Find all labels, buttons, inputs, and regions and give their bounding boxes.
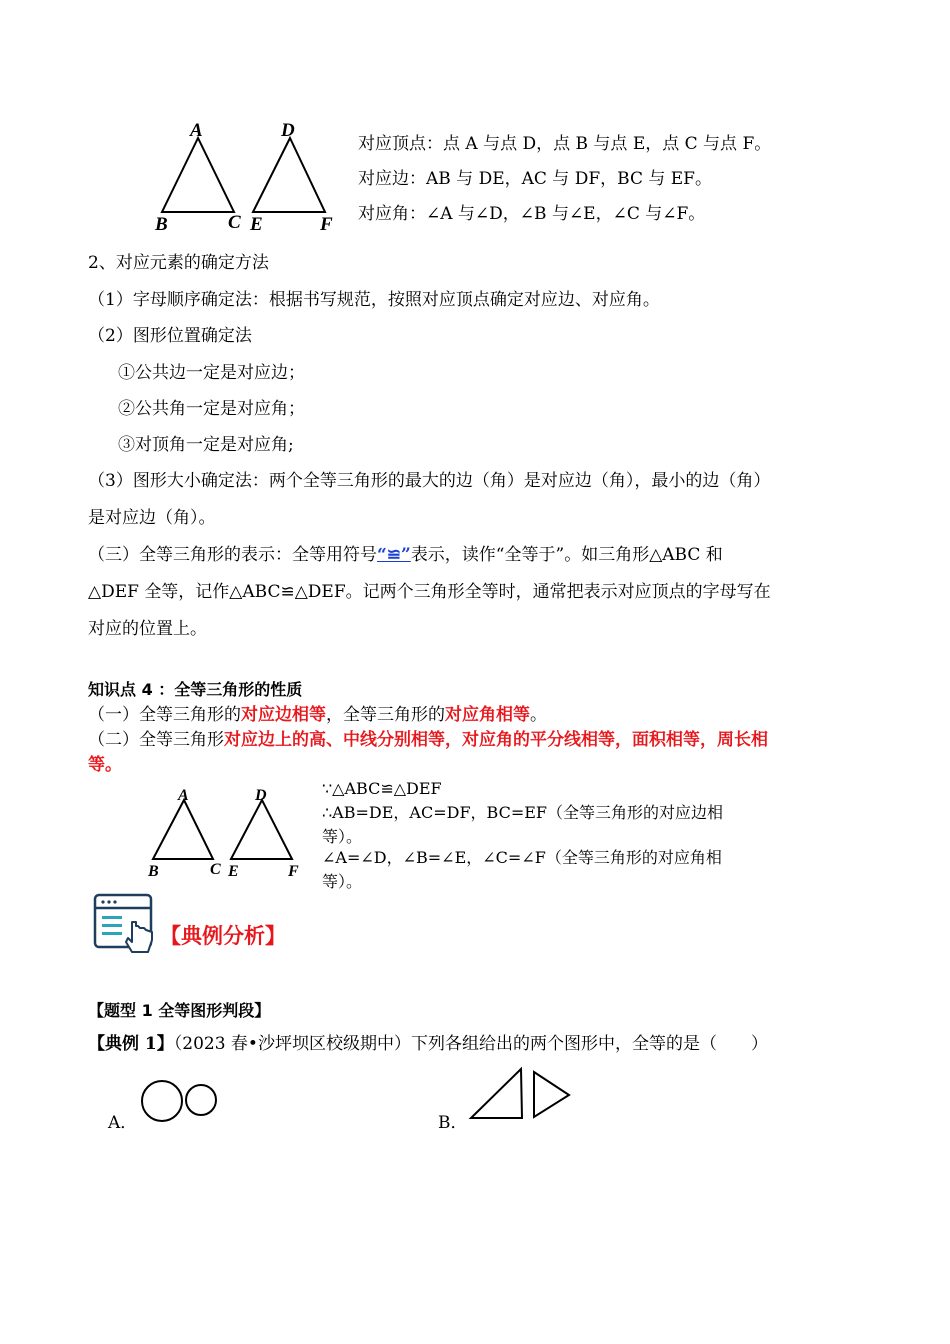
option-a-large-circle: [142, 1081, 182, 1121]
option-b-triangle-2: [534, 1072, 569, 1117]
label-e: E: [250, 214, 263, 235]
example-analysis-banner: 【典例分析】: [160, 924, 286, 948]
notation-line-2: △DEF 全等，记作△ABC≌△DEF。记两个三角形全等时，通常把表示对应顶点的字母写在: [88, 582, 771, 602]
kp4-title: 知识点 4 ：全等三角形的性质: [88, 680, 303, 699]
notation-line-3: 对应的位置上。: [88, 619, 207, 639]
option-a-label[interactable]: A．: [108, 1113, 138, 1133]
label-d-2: D: [255, 787, 267, 804]
proof-line-given: ∵△ABC≌△DEF: [322, 779, 442, 798]
label-c: C: [228, 212, 241, 233]
rule-vertical-angle: ③对顶角一定是对应角;: [118, 435, 294, 455]
proof-line-angles: ∠A=∠D，∠B=∠E，∠C=∠F（全等三角形的对应角相: [322, 848, 722, 867]
label-f-2: F: [288, 863, 299, 880]
example-analysis-icon: [92, 892, 162, 958]
notation-pre: （三）全等三角形的表示：全等用符号: [88, 545, 377, 565]
triangles-figure-1: [150, 118, 350, 238]
triangle-abc: [162, 138, 234, 212]
option-b-triangles: [468, 1065, 578, 1125]
option-b-triangle-1: [471, 1069, 522, 1118]
option-a-small-circle: [186, 1085, 216, 1115]
rule-common-side: ①公共边一定是对应边；: [118, 363, 305, 383]
kp4-property-2-line-1: [88, 730, 768, 750]
fig1-line-angles: 对应角：∠A 与∠D，∠B 与∠E，∠C 与∠F。: [358, 204, 706, 224]
kp4-p1-text-a: （一）全等三角形的: [88, 705, 241, 725]
method-3-line-1: （3）图形大小确定法：两个全等三角形的最大的边（角）是对应边（角），最小的边（角）: [88, 471, 771, 491]
label-b: B: [155, 214, 168, 235]
rule-common-angle: ②公共角一定是对应角；: [118, 399, 305, 419]
section2-heading: 2、对应元素的确定方法: [88, 253, 269, 273]
label-e-2: E: [228, 863, 239, 880]
triangle-def-2: [231, 800, 292, 859]
kp4-p1-highlight-sides: 对应边相等: [241, 705, 326, 725]
method-3-line-2: 是对应边（角）。: [88, 508, 216, 528]
fig1-line-sides: 对应边：AB 与 DE，AC 与 DF，BC 与 EF。: [358, 169, 712, 189]
kp4-p1-text-e: 。: [530, 705, 547, 725]
triangle-abc-2: [153, 800, 213, 859]
label-d: D: [281, 120, 295, 141]
example-1-text: （2023 春•沙坪坝区校级期中）下列各组给出的两个图形中，全等的是（ ）: [173, 1034, 768, 1054]
method-1: （1）字母顺序确定法：根据书写规范，按照对应顶点确定对应边、对应角。: [88, 290, 660, 310]
proof-line-angles-cont: 等）。: [322, 872, 363, 891]
notation-line-1: [88, 545, 723, 565]
triangles-figure-2: [140, 780, 310, 885]
notation-post: 表示，读作“全等于”。如三角形△ABC 和: [410, 545, 723, 565]
kp4-p2-highlight: 对应边上的高、中线分别相等，对应角的平分线相等，面积相等，周长相: [224, 730, 768, 750]
proof-line-sides-cont: 等）。: [322, 827, 363, 846]
label-a-2: A: [178, 787, 189, 804]
method-2: （2）图形位置确定法: [88, 326, 252, 346]
triangle-def: [253, 138, 325, 212]
example-1-question: [88, 1034, 768, 1054]
option-a-circles: [138, 1077, 223, 1127]
question-type-title: 【题型 1 全等图形判段】: [88, 1001, 271, 1020]
label-c-2: C: [210, 861, 221, 878]
label-b-2: B: [148, 863, 159, 880]
example-1-label: 【典例 1】: [88, 1034, 174, 1054]
fig1-line-vertices: 对应顶点：点 A 与点 D，点 B 与点 E，点 C 与点 F。: [358, 134, 772, 154]
kp4-p2-text-a: （二）全等三角形: [88, 730, 224, 750]
kp4-property-2-line-2: 等。: [88, 755, 122, 775]
kp4-p1-highlight-angles: 对应角相等: [445, 705, 530, 725]
kp4-p1-text-c: ，全等三角形的: [326, 705, 445, 725]
label-a: A: [190, 120, 203, 141]
proof-line-sides: ∴AB=DE，AC=DF，BC=EF（全等三角形的对应边相: [322, 803, 724, 822]
congruence-symbol: “≌”: [377, 545, 411, 565]
option-b-label[interactable]: B．: [438, 1113, 468, 1133]
label-f: F: [320, 214, 333, 235]
kp4-property-1: [88, 705, 547, 725]
